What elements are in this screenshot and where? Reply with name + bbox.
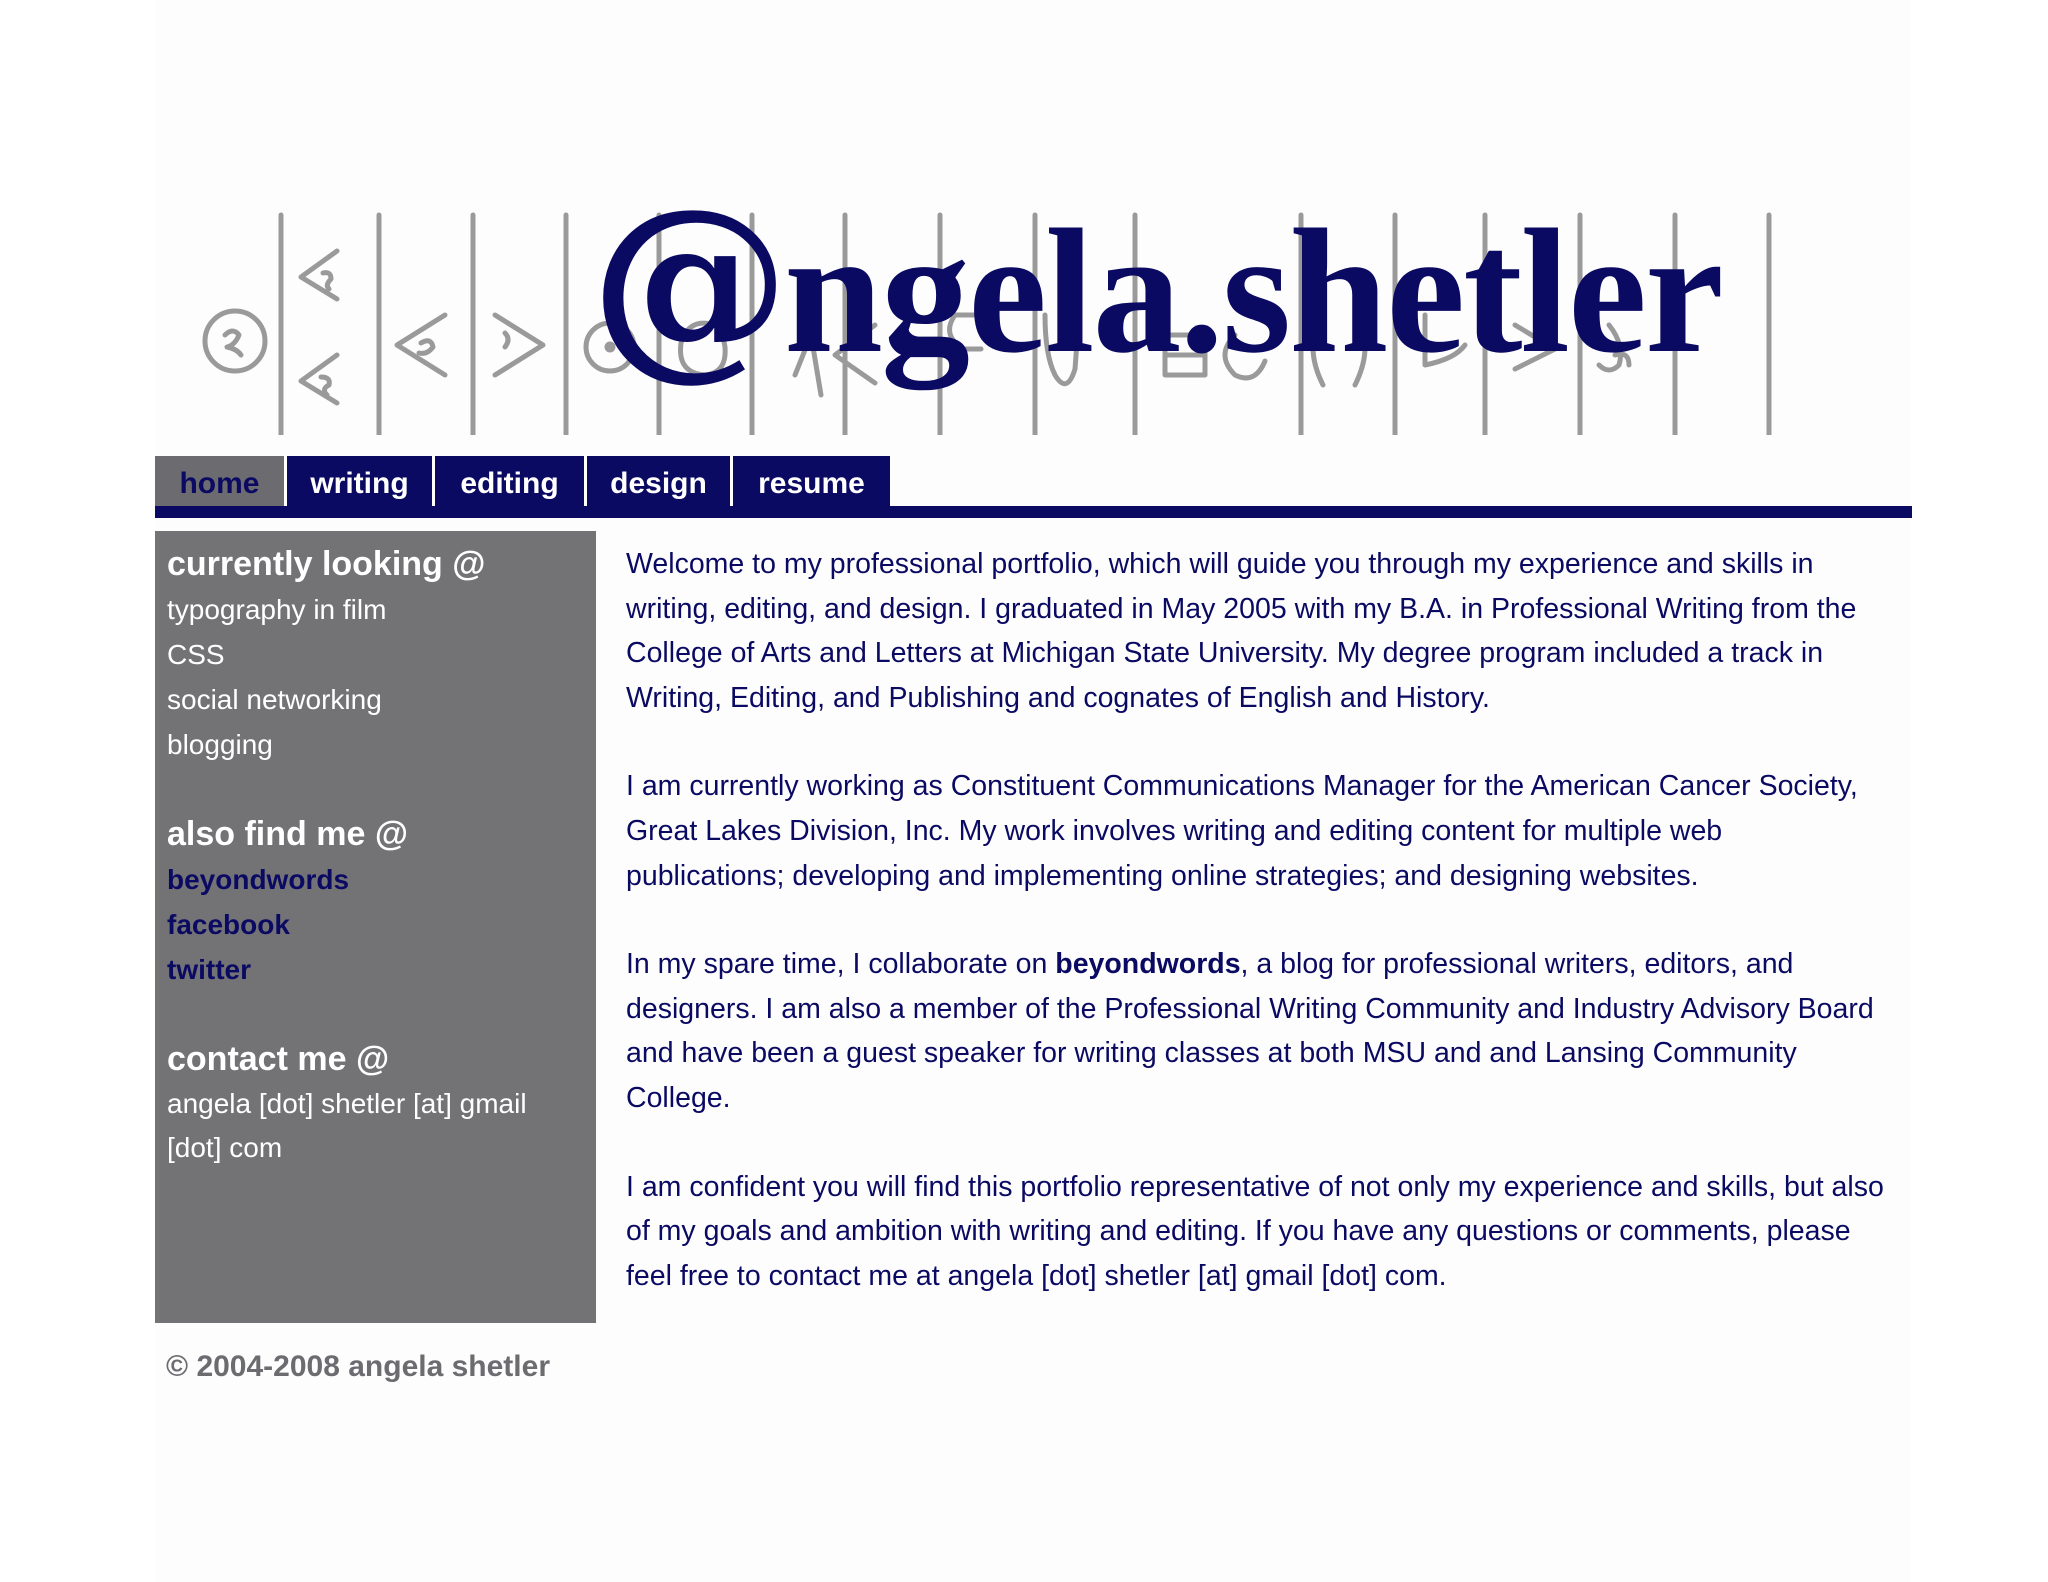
sidebar-item-looking: blogging xyxy=(167,729,273,760)
intro-paragraph: Welcome to my professional portfolio, which will guide you through my experience and skills in writing, editing, and design. I graduated in May 2005 with my B.A. in Professional Writing from the College of Arts and Letters at Michigan State University. My degree program included a track in Writing, Editing, and Publishing and cognates of English and History. xyxy=(626,548,1857,714)
main-content xyxy=(626,542,1888,1342)
sidebar-heading-contact: contact me @ xyxy=(167,1040,390,1078)
site-title-at: @ xyxy=(590,164,784,399)
work-paragraph: I am currently working as Constituent Communications Manager for the American Cancer Society, Great Lakes Division, Inc. My work involves writing and editing content for multiple web publications; developing and implementing online strategies; and designing websites. xyxy=(626,770,1858,892)
tab-design[interactable]: design xyxy=(587,456,733,512)
sidebar-contact-email: angela [dot] shetler [at] gmail [dot] com xyxy=(167,1088,527,1163)
nav-divider xyxy=(155,506,1912,518)
tab-writing[interactable]: writing xyxy=(287,456,435,512)
link-facebook[interactable]: facebook xyxy=(167,909,290,940)
site-title xyxy=(590,164,1722,399)
sidebar-item-looking: social networking xyxy=(167,684,382,715)
spare-time-text-before: In my spare time, I collaborate on xyxy=(626,948,1056,981)
nav-tabs xyxy=(155,456,890,512)
main-nav xyxy=(155,456,1912,518)
footer-copyright: © 2004-2008 angela shetler xyxy=(166,1350,550,1383)
sidebar-spacer xyxy=(167,992,596,1036)
tab-home[interactable]: home xyxy=(155,456,287,512)
tab-editing[interactable]: editing xyxy=(435,456,587,512)
sidebar xyxy=(155,531,596,1323)
link-beyondwords[interactable]: beyondwords xyxy=(167,864,350,895)
spare-time-text-after: , a blog for professional writers, editors, and designers. I am also a member of the Professional Writing Community and Industry Advisory Board and have been a guest speaker for writing classes at both MSU and and Lansing Community College. xyxy=(626,948,1874,1114)
tab-resume[interactable]: resume xyxy=(733,456,890,512)
beyondwords-mention: beyondwords xyxy=(1055,948,1241,981)
link-twitter[interactable]: twitter xyxy=(167,954,251,985)
sidebar-spacer xyxy=(167,767,596,811)
spare-time-paragraph xyxy=(626,942,1888,1120)
sidebar-heading-find: also find me @ xyxy=(167,815,408,853)
sidebar-heading-looking: currently looking @ xyxy=(167,545,486,583)
sidebar-item-looking: CSS xyxy=(167,639,225,670)
sidebar-item-looking: typography in film xyxy=(167,594,387,625)
site-title-name: ngela.shetler xyxy=(784,192,1722,390)
closing-paragraph: I am confident you will find this portfolio representative of not only my experience and skills, but also of my goals and ambition with writing and editing. If you have any questions or comments, please feel free to contact me at angela [dot] shetler [at] gmail [dot] com. xyxy=(626,1170,1884,1292)
